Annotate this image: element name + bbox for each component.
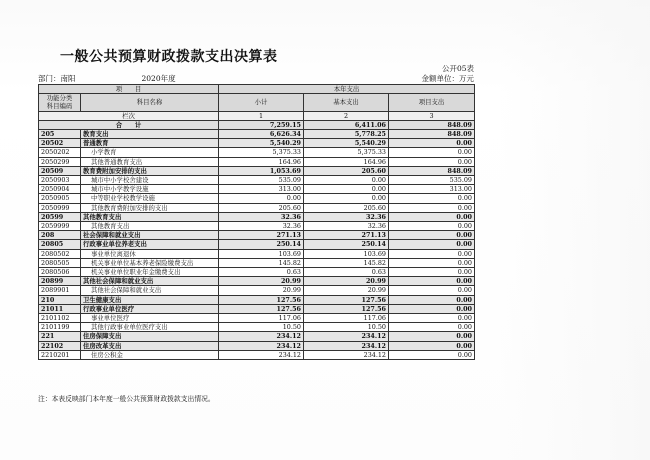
row-name [81, 286, 219, 295]
row-subtotal: 117.06 [219, 314, 304, 323]
row-name-text: 其他普通教育支出 [91, 157, 143, 166]
row-project: 848.09 [389, 130, 475, 139]
row-basic: 5,778.25 [304, 130, 389, 139]
row-subtotal: 271.13 [219, 231, 304, 240]
table-row [39, 222, 475, 231]
row-name-text: 卫生健康支出 [83, 295, 122, 304]
row-code: 2059999 [39, 222, 81, 231]
row-subtotal: 10.50 [219, 323, 304, 332]
row-basic: 234.12 [304, 350, 389, 359]
row-project: 0.00 [389, 249, 475, 258]
row-name [81, 295, 219, 304]
row-name [81, 176, 219, 185]
row-name-text: 住房改革支出 [83, 341, 122, 350]
row-name [81, 249, 219, 258]
form-number: 公开05表 [441, 64, 474, 73]
row-basic: 234.12 [304, 332, 389, 341]
row-name [81, 130, 219, 139]
row-name-text: 机关事业单位职业年金缴费支出 [91, 268, 181, 277]
row-subtotal: 145.82 [219, 258, 304, 267]
row-name-text: 中等职业学校教学设施 [91, 194, 155, 203]
row-basic: 0.63 [304, 268, 389, 277]
row-name-text: 住房公积金 [91, 350, 123, 359]
year-label: 2020年度 [141, 74, 176, 83]
row-name [81, 304, 219, 313]
table-row [39, 304, 475, 313]
row-project: 848.09 [389, 166, 475, 175]
row-basic: 271.13 [304, 231, 389, 240]
row-name [81, 212, 219, 221]
table-row [39, 194, 475, 203]
row-code: 2101102 [39, 314, 81, 323]
row-code: 2050999 [39, 203, 81, 212]
row-basic: 5,375.33 [304, 148, 389, 157]
row-name-text: 社会保障和就业支出 [83, 231, 141, 240]
row-project: 0.00 [389, 341, 475, 350]
row-code: 22102 [39, 341, 81, 350]
row-basic: 234.12 [304, 341, 389, 350]
table-row [39, 277, 475, 286]
row-code: 2101199 [39, 323, 81, 332]
row-project: 0.00 [389, 314, 475, 323]
row-basic: 205.60 [304, 166, 389, 175]
row-name [81, 148, 219, 157]
row-subtotal: 234.12 [219, 332, 304, 341]
row-project: 0.00 [389, 231, 475, 240]
row-project: 0.00 [389, 212, 475, 221]
unit-label: 金额单位：万元 [421, 74, 474, 83]
table-row [39, 148, 475, 157]
row-subtotal: 164.96 [219, 157, 304, 166]
row-name [81, 277, 219, 286]
row-project: 0.00 [389, 222, 475, 231]
row-name [81, 194, 219, 203]
column-index-row [39, 111, 475, 120]
row-subtotal: 6,626.34 [219, 130, 304, 139]
header-code: 功能分类 科目编码 [39, 94, 81, 111]
row-code: 208 [39, 231, 81, 240]
row-basic: 0.00 [304, 194, 389, 203]
row-name [81, 314, 219, 323]
row-basic: 32.36 [304, 222, 389, 231]
row-name [81, 268, 219, 277]
total-label: 合 计 [39, 120, 219, 129]
row-code: 20599 [39, 212, 81, 221]
table-row [39, 286, 475, 295]
table-row [39, 323, 475, 332]
row-name-text: 小学教育 [91, 148, 117, 157]
row-name [81, 258, 219, 267]
table-row [39, 350, 475, 359]
row-name [81, 166, 219, 175]
row-name [81, 323, 219, 332]
row-project: 535.09 [389, 176, 475, 185]
row-code: 2210201 [39, 350, 81, 359]
row-basic: 0.00 [304, 176, 389, 185]
table-row [39, 240, 475, 249]
row-code: 2080505 [39, 258, 81, 267]
row-name-text: 行政事业单位养老支出 [83, 240, 147, 249]
table-row [39, 332, 475, 341]
row-project: 0.00 [389, 332, 475, 341]
row-subtotal: 535.09 [219, 176, 304, 185]
row-basic: 20.99 [304, 277, 389, 286]
header-subtotal: 小计 [219, 94, 304, 111]
row-code: 210 [39, 295, 81, 304]
row-name-text: 其他社会保障和就业支出 [91, 286, 162, 295]
row-project: 0.00 [389, 350, 475, 359]
dept-label: 部门：南阳 [38, 74, 76, 83]
row-basic: 5,540.29 [304, 139, 389, 148]
row-name-text: 机关事业单位基本养老保险缴费支出 [91, 258, 194, 267]
row-subtotal: 5,375.33 [219, 148, 304, 157]
dept-year-line [38, 73, 176, 84]
row-subtotal: 20.99 [219, 277, 304, 286]
row-code: 2050299 [39, 157, 81, 166]
row-name [81, 240, 219, 249]
row-project: 0.00 [389, 139, 475, 148]
row-project: 0.00 [389, 194, 475, 203]
table-row [39, 258, 475, 267]
row-basic: 164.96 [304, 157, 389, 166]
row-name [81, 341, 219, 350]
row-name [81, 350, 219, 359]
total-project: 848.09 [389, 120, 475, 129]
page-shading [500, 0, 650, 460]
row-name [81, 185, 219, 194]
row-project: 0.00 [389, 258, 475, 267]
footnote: 注：本表反映部门本年度一般公共预算财政拨款支出情况。 [38, 395, 215, 403]
table-row [39, 139, 475, 148]
row-subtotal: 32.36 [219, 212, 304, 221]
row-subtotal: 0.63 [219, 268, 304, 277]
table-row [39, 130, 475, 139]
row-subtotal: 205.60 [219, 203, 304, 212]
header-basic: 基本支出 [304, 94, 389, 111]
row-code: 2080506 [39, 268, 81, 277]
row-name-text: 教育支出 [83, 130, 109, 139]
row-name [81, 332, 219, 341]
row-basic: 10.50 [304, 323, 389, 332]
row-subtotal: 20.99 [219, 286, 304, 295]
row-subtotal: 313.00 [219, 185, 304, 194]
row-name-text: 其他教育费附加安排的支出 [91, 203, 168, 212]
row-basic: 0.00 [304, 185, 389, 194]
row-code: 205 [39, 130, 81, 139]
total-basic: 6,411.06 [304, 120, 389, 129]
row-basic: 20.99 [304, 286, 389, 295]
row-name-text: 教育费附加安排的支出 [83, 166, 147, 175]
row-basic: 250.14 [304, 240, 389, 249]
table-row [39, 166, 475, 175]
total-row [39, 120, 475, 129]
row-code: 20805 [39, 240, 81, 249]
row-project: 0.00 [389, 286, 475, 295]
row-project: 0.00 [389, 148, 475, 157]
row-name [81, 203, 219, 212]
row-basic: 32.36 [304, 212, 389, 221]
row-subtotal: 32.36 [219, 222, 304, 231]
col-index-label: 栏次 [39, 111, 219, 120]
row-name-text: 其他社会保障和就业支出 [83, 277, 154, 286]
row-subtotal: 5,540.29 [219, 139, 304, 148]
table-row [39, 268, 475, 277]
row-name [81, 222, 219, 231]
row-code: 2080502 [39, 249, 81, 258]
table-row [39, 212, 475, 221]
table-row [39, 341, 475, 350]
row-code: 20899 [39, 277, 81, 286]
row-project: 0.00 [389, 323, 475, 332]
row-basic: 145.82 [304, 258, 389, 267]
table-row [39, 203, 475, 212]
row-name-text: 其他教育支出 [83, 212, 122, 221]
header-name: 科目名称 [81, 94, 219, 111]
row-name [81, 157, 219, 166]
row-project: 0.00 [389, 240, 475, 249]
row-project: 0.00 [389, 304, 475, 313]
row-name-text: 事业单位离退休 [91, 249, 136, 258]
row-code: 20509 [39, 166, 81, 175]
table-row [39, 185, 475, 194]
row-project: 0.00 [389, 203, 475, 212]
page-title: 一般公共预算财政拨款支出决算表 [60, 49, 278, 65]
table-row [39, 314, 475, 323]
row-code: 20502 [39, 139, 81, 148]
row-code: 21011 [39, 304, 81, 313]
table-row [39, 295, 475, 304]
row-project: 0.00 [389, 277, 475, 286]
row-subtotal: 0.00 [219, 194, 304, 203]
row-subtotal: 103.69 [219, 249, 304, 258]
row-subtotal: 234.12 [219, 341, 304, 350]
total-subtotal: 7,259.15 [219, 120, 304, 129]
row-name-text: 事业单位医疗 [91, 314, 130, 323]
header-item: 项 目 [39, 85, 219, 94]
col-index-3: 3 [389, 111, 475, 120]
row-name-text: 城市中小学校舍建设 [91, 176, 149, 185]
row-basic: 127.56 [304, 304, 389, 313]
row-project: 0.00 [389, 268, 475, 277]
row-basic: 127.56 [304, 295, 389, 304]
row-basic: 103.69 [304, 249, 389, 258]
row-subtotal: 1,053.69 [219, 166, 304, 175]
row-code: 2050905 [39, 194, 81, 203]
table-row [39, 176, 475, 185]
row-code: 2050903 [39, 176, 81, 185]
row-code: 2050202 [39, 148, 81, 157]
header-project: 项目支出 [389, 94, 475, 111]
row-code: 2089901 [39, 286, 81, 295]
row-subtotal: 127.56 [219, 304, 304, 313]
expenditure-table [38, 84, 475, 360]
col-index-2: 2 [304, 111, 389, 120]
row-subtotal: 127.56 [219, 295, 304, 304]
header-current-year: 本年支出 [219, 85, 475, 94]
row-name [81, 139, 219, 148]
row-code: 2050904 [39, 185, 81, 194]
table-row [39, 249, 475, 258]
row-name-text: 住房保障支出 [83, 332, 122, 341]
row-subtotal: 250.14 [219, 240, 304, 249]
row-name [81, 231, 219, 240]
row-name-text: 普通教育 [83, 139, 109, 148]
table-row [39, 157, 475, 166]
col-index-1: 1 [219, 111, 304, 120]
row-name-text: 其他教育支出 [91, 222, 130, 231]
row-name-text: 城市中小学教学设施 [91, 185, 149, 194]
table-row [39, 231, 475, 240]
row-basic: 205.60 [304, 203, 389, 212]
row-subtotal: 234.12 [219, 350, 304, 359]
row-name-text: 其他行政事业单位医疗支出 [91, 323, 168, 332]
row-name-text: 行政事业单位医疗 [83, 304, 135, 313]
row-basic: 117.06 [304, 314, 389, 323]
row-code: 221 [39, 332, 81, 341]
row-project: 313.00 [389, 185, 475, 194]
row-project: 0.00 [389, 295, 475, 304]
row-project: 0.00 [389, 157, 475, 166]
